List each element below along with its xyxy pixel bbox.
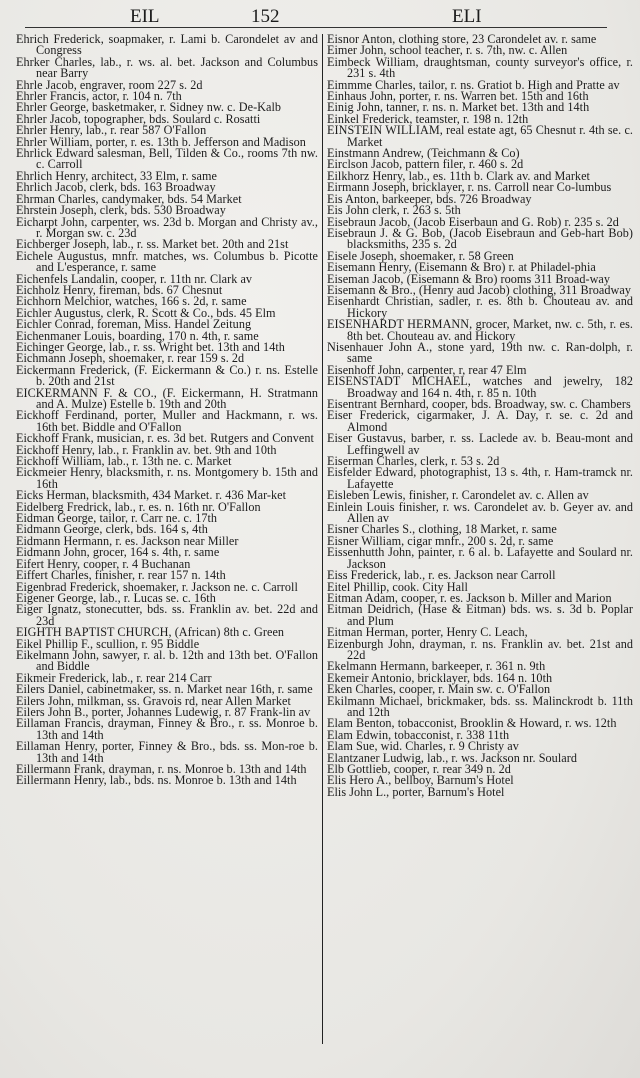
directory-entry: Eichberger Joseph, lab., r. ss. Market bet. 20th and 21st — [16, 237, 289, 252]
directory-entry: Eisebraun J. & G. Bob, (Jacob Eisebraun and Geb-hart Bob) blacksmiths, 235 s. 2d — [327, 225, 633, 252]
directory-entry: Eisenhoff John, carpenter, r, rear 47 Elm — [327, 362, 527, 377]
directory-entry: Eisenhardt Christian, sadler, r. es. 8th b. Chouteau av. and Hickory — [327, 294, 633, 320]
directory-entry: Ekilmann Michael, brickmaker, bds. ss. Malinckrodt b. 11th and 12th — [327, 693, 633, 719]
directory-entry: Eitel Phillip, cook. City Hall — [327, 579, 468, 594]
directory-entry: Ehrker Charles, lab., r. ws. al. bet. Jackson and Columbus near Barry — [16, 54, 318, 81]
directory-entry: Eiffert Charles, finisher, r. rear 157 n. 14th — [16, 568, 226, 583]
directory-entry: Elantzaner Ludwig, lab., r. ws. Jackson nr. Soulard — [327, 750, 577, 765]
directory-entry: Ekelmann Hermann, barkeeper, r. 361 n. 9th — [327, 659, 546, 674]
directory-entry: EINSTEIN WILLIAM, real estate agt, 65 Chesnut r. 4th se. c. Market — [327, 123, 633, 149]
directory-entry: Elb Gottlieb, cooper, r. rear 349 n. 2d — [327, 762, 511, 776]
page-number: 152 — [251, 6, 280, 27]
directory-entry: Eiseman Jacob, (Eisemann & Bro) rooms 311 Broad-way — [327, 271, 611, 286]
directory-entry: Eidmann George, clerk, bds. 164 s, 4th — [16, 522, 208, 537]
directory-entry: EICKERMANN F. & CO., (F. Eickermann, H. Stratmann and A. Mulze) Estelle b. 19th and 20th — [16, 385, 318, 411]
directory-entry: Eidmann Hermann, r. es. Jackson near Miller — [16, 533, 239, 548]
directory-entry: Einlein Louis finisher, r. ws. Carondelet av. b. Geyer av. and Allen av — [327, 499, 633, 526]
directory-entry: Eiserman Charles, clerk, r. 53 s. 2d — [327, 454, 500, 469]
directory-entry: Eichele Augustus, mnfr. matches, ws. Columbus b. Picotte and L'esperance, r. same — [16, 248, 318, 275]
directory-entry: EIGHTH BAPTIST CHURCH, (African) 8th c. Green — [16, 625, 285, 640]
directory-entry: Eickhoff Henry, lab., r. Franklin av. bet. 9th and 10th — [16, 442, 277, 457]
directory-entry: Eidman George, tailor, r. Carr ne. c. 17th — [16, 511, 218, 526]
directory-entry: Eisleben Lewis, finisher, r. Carondelet av. c. Allen av — [327, 488, 589, 503]
directory-entry: Elam Benton, tobacconist, Brooklin & Howard, r. ws. 12th — [327, 716, 617, 731]
directory-entry: Eiser Frederick, cigarmaker, J. A. Day, r. se. c. 2d and Almond — [327, 408, 633, 434]
directory-entry: Ehrman Charles, candymaker, bds. 54 Market — [16, 191, 242, 206]
directory-entry: Elam Edwin, tobacconist, r. 338 11th — [327, 727, 510, 742]
directory-entry: Elis Hero A., bellboy, Barnum's Hotel — [327, 773, 514, 788]
directory-entry: Eickhoff Frank, musician, r. es. 3d bet. Rutgers and Convent — [16, 431, 314, 446]
directory-entry: Eis John clerk, r. 263 s. 5th — [327, 203, 461, 218]
directory-entry: Eickhoff Ferdinand, porter, Muller and Hackmann, r. ws. 16th bet. Biddle and O'Fallon — [16, 408, 318, 434]
directory-entry: Ehrler George, basketmaker, r. Sidney nw. c. De-Kalb — [16, 100, 282, 115]
directory-entry: Eisele Joseph, shoemaker, r. 58 Green — [327, 248, 514, 263]
directory-entry: Eisemann & Bro., (Henry aud Jacob) clothing, 311 Broadway — [327, 282, 631, 297]
directory-entry: Eichler Augustus, clerk, R. Scott & Co., bds. 45 Elm — [16, 305, 276, 320]
directory-entry: Eilers John, milkman, ss. Gravois rd, near Allen Market — [16, 693, 291, 708]
directory-entry: Eimmme Charles, tailor, r. ns. Gratiot b. High and Pratte av — [327, 77, 620, 92]
directory-entry: Eisemann Henry, (Eisemann & Bro) r. at Philadel-phia — [327, 260, 596, 275]
directory-entry: Elam Sue, wid. Charles, r. 9 Christy av — [327, 739, 519, 754]
directory-entry: Eissenhutth John, painter, r. 6 al. b. Lafayette and Soulard nr. Jackson — [327, 545, 633, 571]
directory-entry: Eis Anton, barkeeper, bds. 726 Broadway — [327, 191, 532, 206]
directory-entry: Eitman Adam, cooper, r. es. Jackson b. Miller and Marion — [327, 590, 612, 605]
directory-entry: Eickhoff William, lab., r. 13th ne. c. Market — [16, 454, 232, 469]
directory-entry: Nisenhauer John A., stone yard, 19th nw. c. Ran-dolph, r. same — [327, 339, 633, 366]
directory-entry: Ehrstein Joseph, clerk, bds. 530 Broadway — [16, 203, 226, 218]
directory-entry: Ekemeir Antonio, bricklayer, bds. 164 n. 10th — [327, 670, 553, 685]
directory-entry: Eilers John B., porter, Johannes Ludewig, r. 87 Frank-lin av — [16, 704, 311, 719]
directory-entry: Einhaus John, porter, r. ns. Warren bet. 15th and 16th — [327, 89, 589, 104]
directory-entry: Eichhorn Melchior, watches, 166 s. 2d, r. same — [16, 294, 247, 309]
directory-entry: EISENHARDT HERMANN, grocer, Market, nw. c. 5th, r. es. 8th bet. Chouteau av. and Hickory — [327, 317, 633, 343]
directory-entry: Eiger Ignatz, stonecutter, bds. ss. Franklin av. bet. 22d and 23d — [16, 602, 318, 628]
directory-entry: Ehrlich Jacob, clerk, bds. 163 Broadway — [16, 180, 216, 195]
directory-entry: Elis John L., porter, Barnum's Hotel — [327, 784, 505, 799]
directory-entry: Eichholz Henry, fireman, bds. 67 Chesnut — [16, 282, 223, 297]
directory-entry: Eisentrant Bernhard, cooper, bds. Broadway, sw. c. Chambers — [327, 397, 631, 411]
directory-entry: Eisebraun Jacob, (Jacob Eiserbaun and G. Rob) r. 235 s. 2d — [327, 214, 619, 229]
directory-entry: Eizenburgh John, drayman, r. ns. Franklin av. bet. 21st and 22d — [327, 636, 633, 662]
directory-entry: Eitman Herman, porter, Henry C. Leach, — [327, 625, 528, 640]
directory-entry: Eikmeir Frederick, lab., r. rear 214 Carr — [16, 670, 212, 685]
directory-entry: Eickmeier Henry, blacksmith, r. ns. Montgomery b. 15th and 16th — [16, 465, 318, 491]
directory-entry: Eillaman Francis, drayman, Finney & Bro., r. ss. Monroe b. 13th and 14th — [16, 716, 318, 742]
directory-entry: Ehrlick Edward salesman, Bell, Tilden & Co., rooms 7th nw. c. Carroll — [16, 146, 318, 172]
directory-entry: Ehrler Jacob, topographer, bds. Soulard c. Rosatti — [16, 111, 261, 126]
directory-entry: Ehrlich Henry, architect, 33 Elm, r. same — [16, 168, 217, 183]
directory-entry: Eichenfels Landalin, cooper, r. 11th nr. Clark av — [16, 271, 253, 286]
directory-entry: Ehrler William, porter, r. es. 13th b. Jefferson and Madison — [16, 134, 306, 149]
directory-entry: Eisfelder Edward, photographist, 13 s. 4th, r. Ham-tramck nr. Lafayette — [327, 465, 633, 491]
directory-entry: Eichmann Joseph, shoemaker, r. rear 159 s. 2d — [16, 351, 245, 366]
directory-entry: Eichler Conrad, foreman, Miss. Handel Zeitung — [16, 317, 252, 332]
directory-entry: Eisner Charles S., clothing, 18 Market, r. same — [327, 522, 557, 537]
directory-entry: Einstmann Andrew, (Teichmann & Co) — [327, 146, 520, 161]
directory-entry: Eillermann Frank, drayman, r. ns. Monroe b. 13th and 14th — [16, 762, 307, 776]
directory-entry: Eisnor Anton, clothing store, 23 Carondelet av. r. same — [327, 32, 597, 46]
directory-entry: Eigener George, lab., r. Lucas se. c. 16th — [16, 590, 216, 605]
page-header — [0, 6, 640, 28]
directory-entry: Eisner William, cigar mnfr., 200 s. 2d, r. same — [327, 533, 554, 548]
directory-entry: Eilers Daniel, cabinetmaker, ss. n. Market near 16th, r. same — [16, 682, 313, 697]
directory-entry: Eikel Phillip F., scullion, r. 95 Biddle — [16, 636, 200, 651]
directory-entry: Ehrich Frederick, soapmaker, r. Lami b. Carondelet av and Congress — [16, 32, 318, 58]
directory-entry: Eilkhorz Henry, lab., es. 11th b. Clark av. and Market — [327, 168, 590, 183]
directory-entry: Eidelberg Fredrick, lab., r. es. n. 16th nr. O'Fallon — [16, 499, 261, 514]
directory-entry: Ehrler Henry, lab., r. rear 587 O'Fallon — [16, 123, 207, 138]
directory-entry: Eimer John, school teacher, r. s. 7th, nw. c. Allen — [327, 43, 568, 58]
header-rule — [25, 27, 607, 28]
directory-entry: Eiser Gustavus, barber, r. ss. Laclede av. b. Beau-mont and Leffingwell av — [327, 431, 633, 457]
left-column — [16, 34, 318, 787]
directory-entry: Einkel Frederick, teamster, r. 198 n. 12th — [327, 111, 529, 126]
directory-entry: Einig John, tanner, r. ns. n. Market bet. 13th and 14th — [327, 100, 590, 115]
directory-entry: Eitman Deidrich, (Hase & Eitman) bds. ws. s. 3d b. Poplar and Plum — [327, 602, 633, 628]
directory-entry: Ehrler Francis, actor, r. 104 n. 7th — [16, 89, 182, 104]
left-guide-word: EIL — [130, 6, 160, 27]
directory-entry: Eiss Frederick, lab., r. es. Jackson near Carroll — [327, 568, 556, 583]
directory-entry: Eillaman Henry, porter, Finney & Bro., bds. ss. Mon-roe b. 13th and 14th — [16, 739, 318, 765]
directory-entry: Eimbeck William, draughtsman, county surveyor's office, r. 231 s. 4th — [327, 54, 633, 81]
directory-entry: Eichenmaner Louis, boarding, 170 n. 4th, r. same — [16, 328, 259, 343]
directory-entry: Eken Charles, cooper, r. Main sw. c. O'Fallon — [327, 682, 551, 697]
directory-entry: Eickermann Frederick, (F. Eickermann & Co.) r. ns. Estelle b. 20th and 21st — [16, 362, 318, 389]
directory-entry: Eirmann Joseph, bricklayer, r. ns. Carroll near Co-lumbus — [327, 180, 612, 195]
directory-entry: Eifert Henry, cooper, r. 4 Buchanan — [16, 556, 191, 571]
directory-entry: Eidmann John, grocer, 164 s. 4th, r. same — [16, 545, 220, 560]
right-column — [327, 34, 633, 798]
directory-entry: Eikelmann John, sawyer, r. al. b. 12th and 13th bet. O'Fallon and Biddle — [16, 647, 318, 674]
directory-entry: Eicharpt John, carpenter, ws. 23d b. Morgan and Christy av., r. Morgan sw. c. 23d — [16, 214, 318, 240]
directory-entry: EISENSTADT MICHAEL, watches and jewelry, 182 Broadway and 164 n. 4th, r. 85 n. 10th — [327, 374, 633, 400]
directory-entry: Eillermann Henry, lab., bds. ns. Monroe b. 13th and 14th — [16, 773, 297, 788]
directory-entry: Eigenbrad Frederick, shoemaker, r. Jackson ne. c. Carroll — [16, 579, 298, 594]
right-guide-word: ELI — [452, 6, 482, 27]
directory-entry: Ehrle Jacob, engraver, room 227 s. 2d — [16, 77, 203, 92]
column-divider — [322, 34, 323, 1044]
directory-entry: Eichinger George, lab., r. ss. Wright bet. 13th and 14th — [16, 339, 285, 354]
directory-entry: Eirclson Jacob, pattern filer, r. 460 s. 2d — [327, 157, 524, 172]
directory-entry: Eicks Herman, blacksmith, 434 Market. r. 436 Mar-ket — [16, 488, 287, 503]
